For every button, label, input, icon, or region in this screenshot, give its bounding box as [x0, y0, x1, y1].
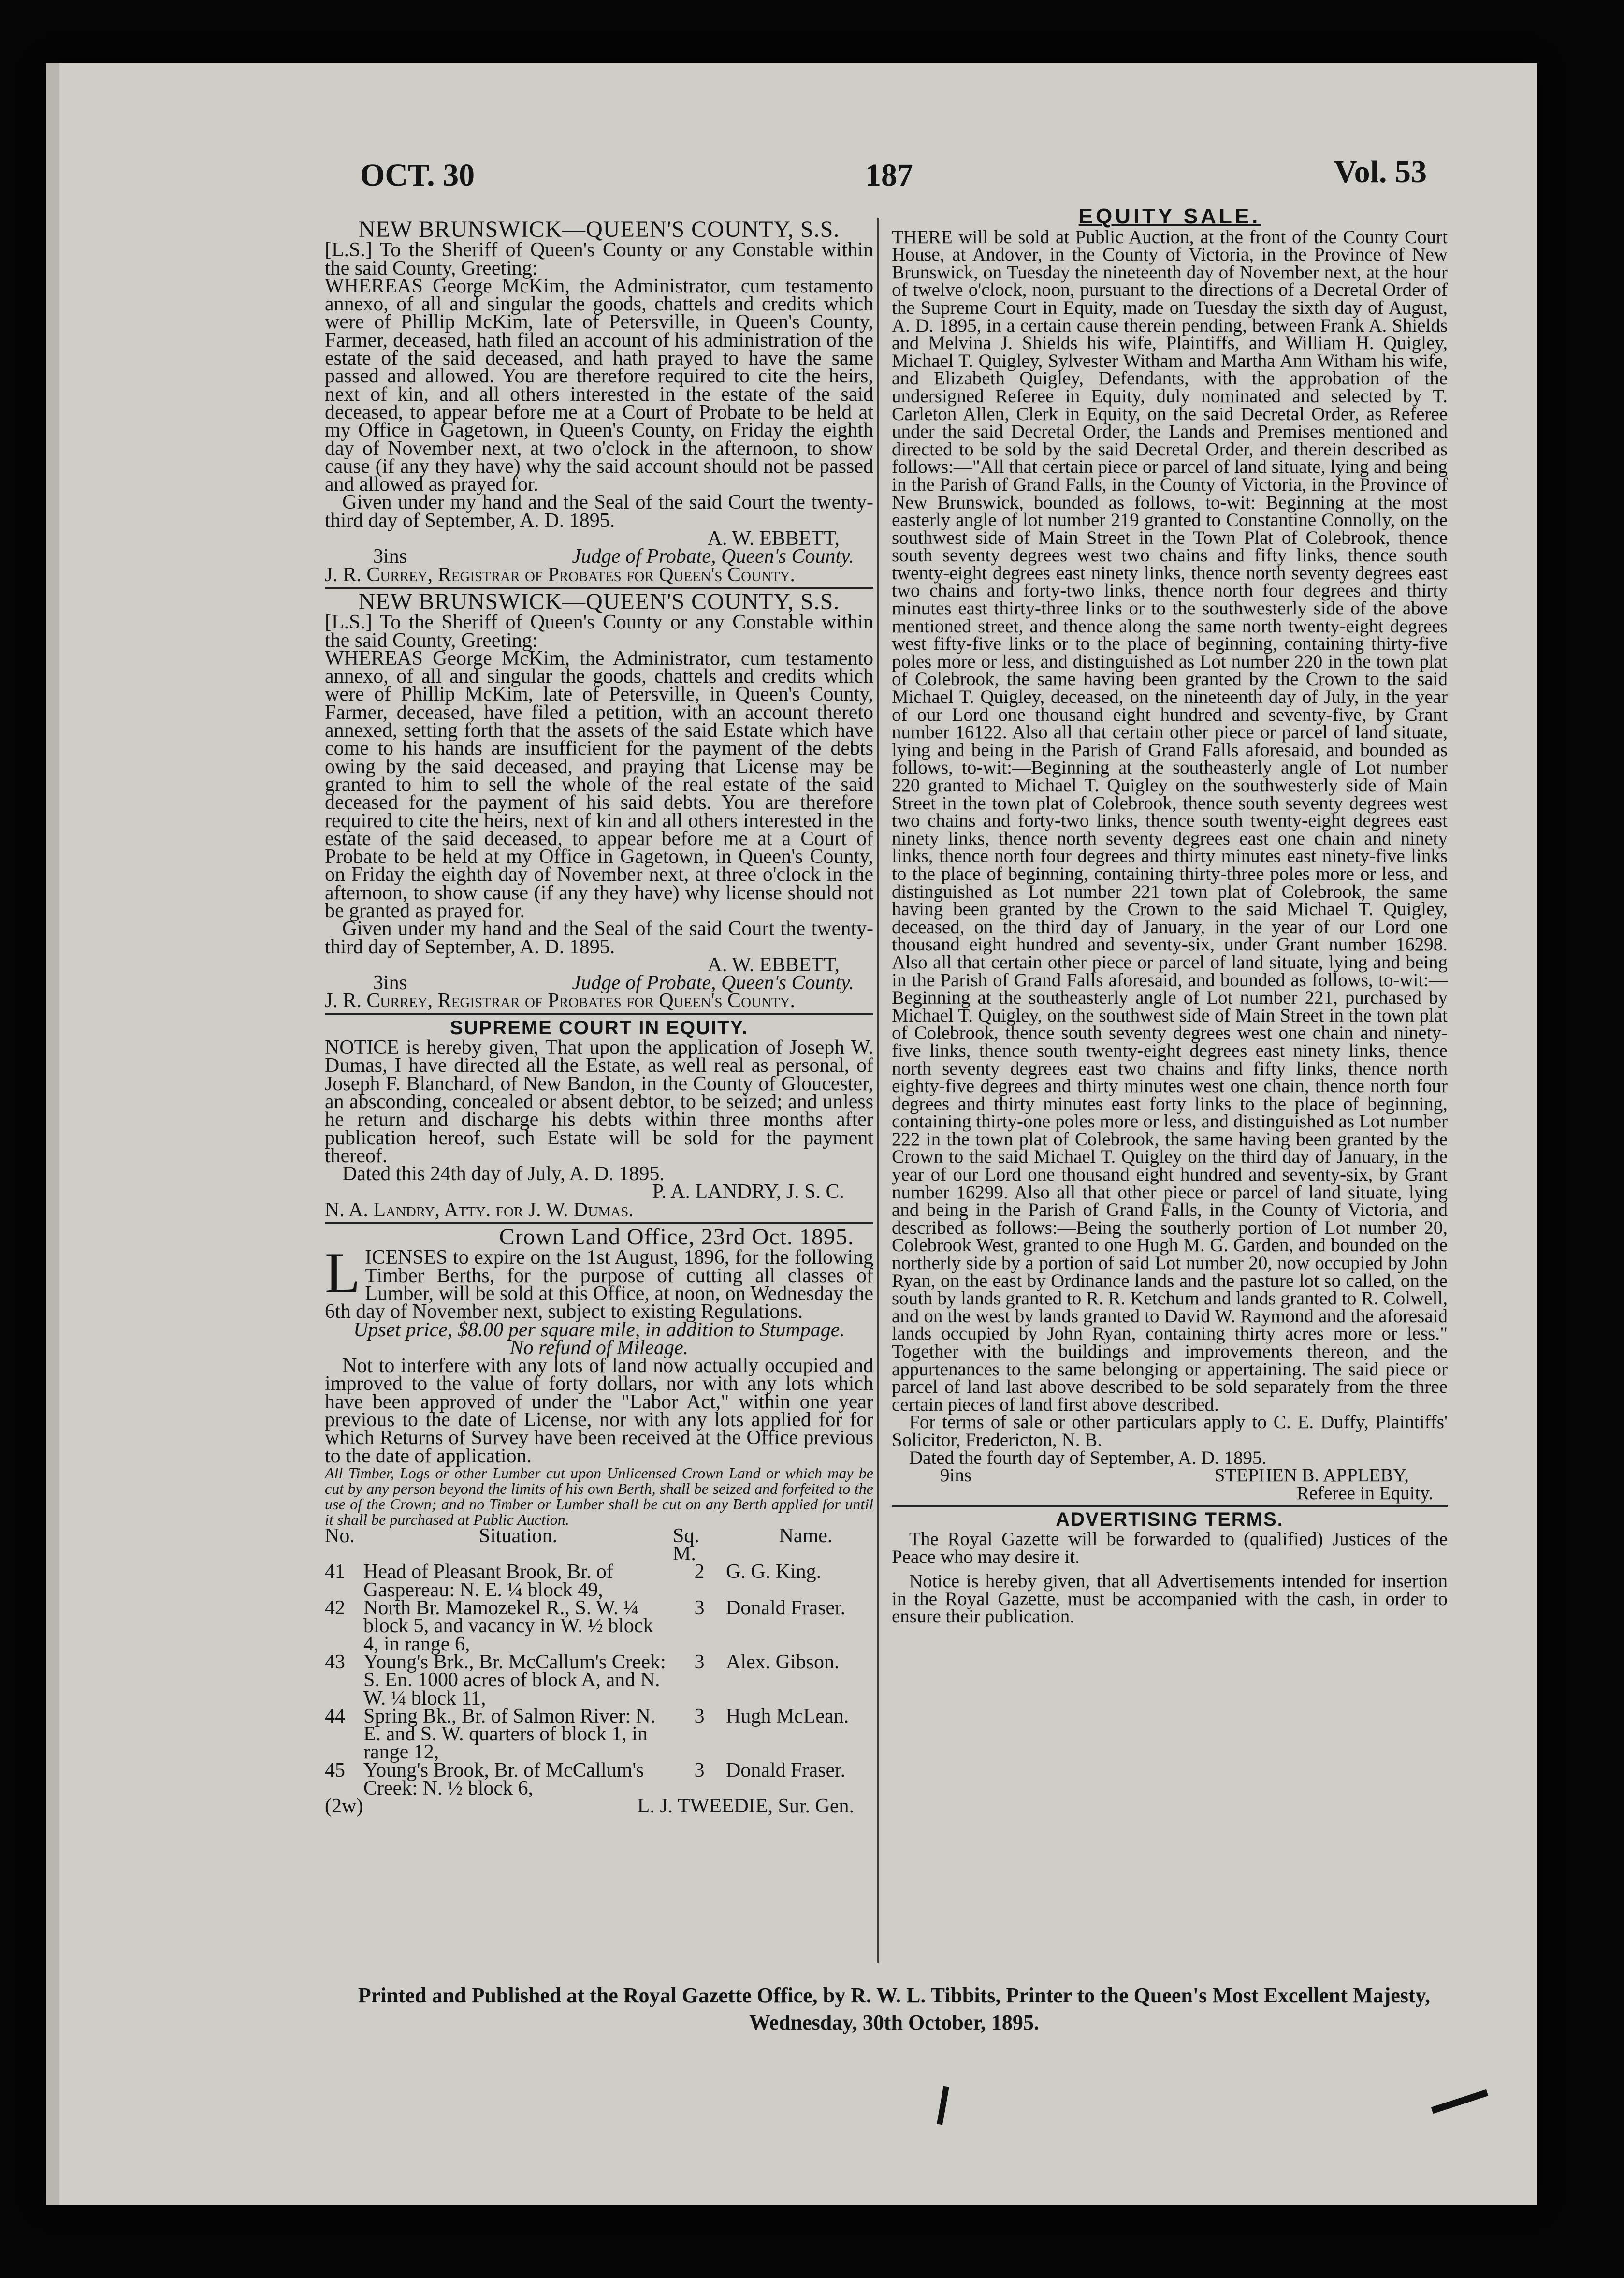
row-no: 43 [325, 1650, 345, 1673]
terms-line: For terms of sale or other particulars apply to C. E. Duffy, Plaintiffs' Solicitor, Fredericton, N. B. [892, 1412, 1448, 1450]
divider [892, 1505, 1448, 1507]
col-name: Name. [779, 1524, 833, 1547]
notice-signer: P. A. LANDRY, J. S. C. [652, 1181, 844, 1203]
notice-body: ICENSES to expire on the 1st August, 1896, for the following Timber Berths, for the purpose of cutting all classes of Lumber, will be sold at this Office, at noon, on Wednesday the 6th day of November next, subject to existing Regulations. [325, 1246, 873, 1323]
notice-signer: A. W. EBBETT, [707, 527, 840, 550]
signer-role: Referee in Equity. [1296, 1482, 1433, 1504]
header-date: OCT. 30 [360, 158, 475, 193]
page-number: 187 [865, 158, 913, 193]
row-name: Donald Fraser. [726, 1597, 846, 1620]
row-situation: Spring Bk., Br. of Salmon River: N. E. and S. W. quarters of block 1, in range 12, [363, 1705, 656, 1764]
upset-price: Upset price, $8.00 per square mile, in addition to Stumpage. [353, 1318, 845, 1341]
table-row [325, 1563, 873, 1599]
page-edge [46, 63, 59, 2205]
advertising-terms [892, 1511, 1448, 1626]
row-situation: North Br. Mamozekel R., S. W. ¼ block 5, and vacancy in W. ½ block 4, in range 6, [363, 1597, 653, 1655]
equity-sale-notice [892, 204, 1448, 1504]
notice-title: NEW BRUNSWICK—QUEEN'S COUNTY, S.S. [358, 217, 840, 242]
ls-line: [L.S.] To the Sheriff of Queen's County or any Constable within the said County, Greeting: [325, 239, 873, 279]
publication-date: Wednesday, 30th October, 1895. [749, 2011, 1039, 2034]
notice-given: Given under my hand and the Seal of the said Court the twenty-third day of September, A. D. 1895. [325, 918, 873, 958]
notice-given: Given under my hand and the Seal of the said Court the twenty-third day of September, A. D. 1895. [325, 491, 873, 532]
row-no: 44 [325, 1705, 345, 1727]
row-sqm: 3 [694, 1597, 705, 1620]
row-no: 41 [325, 1561, 345, 1583]
notice-signer: A. W. EBBETT, [707, 953, 840, 976]
col-sqm: Sq. M. [673, 1524, 699, 1565]
notice-title: NEW BRUNSWICK—QUEEN'S COUNTY, S.S. [358, 588, 840, 614]
crown-land-notice [325, 1224, 873, 1818]
notice-paragraph: Not to interfere with any lots of land now actually occupied and improved to the value of forty dollars, nor with any lots which have been approved of under the "Labor Act," within one year previous to the date of License, nor with any lots applied for for which Returns of Survey have been received at the Office previous to the date of application. [325, 1355, 873, 1467]
ls-line: [L.S.] To the Sheriff of Queen's County or any Constable within the said County, Greeting: [325, 611, 873, 652]
row-situation: Head of Pleasant Brook, Br. of Gaspereau: N. E. ¼ block 49, [363, 1561, 613, 1601]
row-no: 45 [325, 1759, 345, 1782]
divider [325, 1013, 873, 1015]
notice-title: SUPREME COURT IN EQUITY. [450, 1017, 748, 1038]
row-name: Alex. Gibson. [726, 1650, 840, 1673]
row-sqm: 2 [694, 1561, 705, 1583]
page-footer [338, 1982, 1450, 2036]
row-no: 42 [325, 1597, 345, 1620]
attorney-line: N. A. Landry, Atty. for J. W. Dumas. [325, 1198, 634, 1221]
terms-paragraph: The Royal Gazette will be forwarded to (qualified) Justices of the Peace who may desire it. [892, 1528, 1448, 1567]
notice-body: WHEREAS George McKim, the Administrator, cum testamento annexo, of all and singular the goods, chattels and credits which were of Phillip McKim, late of Petersville, in Queen's County, Farmer, deceased, have filed a petition, with an account thereto annexed, setting forth that the assets of the said Estate which have come to his hands are insufficient for the payment of the debts owing by the said deceased, and praying that License may be granted to him to sell the whole of the real estate of the said deceased for the payment of his said debts. You are therefore required to cite the heirs, next of kin and all others interested in the estate of the said deceased, to appear before me at a Court of Probate to be held at my Office in Gagetown, in Queen's County, on Friday the eighth day of November next, at three o'clock in the afternoon, to show cause (if any they have) why license should not be granted as prayed for. [325, 647, 873, 922]
notice-body: THERE will be sold at Public Auction, at the front of the County Court House, at Andover, in the County of Victoria, in the Province of New Brunswick, on Tuesday the nineteenth day of November next, at the hour of twelve o'clock, noon, pursuant to the directions of a Decretal Order of the Supreme Court in Equity, made on Tuesday the sixth day of August, A. D. 1895, in a certain cause therein pending, between Frank A. Shields and Melvina J. Shields his wife, Plaintiffs, and William H. Quigley, Michael T. Quigley, Sylvester Witham and Martha Ann Witham his wife, and Elizabeth Quigley, Defendants, with the approbation of the undersigned Referee in Equity, duly nominated and selected by T. Carleton Allen, Clerk in Equity, on the said Decretal Order, as Referee under the said Decretal Order, the Lands and Premises mentioned and directed to be sold by the said Decretal Order, and therein described as follows:—"All that certain piece or parcel of land situate, lying and being in the Parish of Grand Falls, in the County of Victoria, in the Province of New Brunswick, bounded as follows, to-wit: Beginning at the most easterly angle of lot number 219 granted to Constantine Connolly, on the southwest side of Main Street in the Town Plat of Colebrook, thence south seventy degrees west two chains and fifty links, thence south twenty-eight degrees east ninety links, thence north seventy degrees east two chains and forty-two links, thence north four degrees and thirty minutes east thirty-three links or to the southwesterly side of the above mentioned street, and thence along the same north twenty-eight degrees west fifty-five links or to the place of beginning, containing thirty-five poles more or less, and distinguished as Lot number 220 in the town plat of Colebrook, the same having been granted by the Crown to the said Michael T. Quigley, deceased, on the nineteenth day of July, in the year of our Lord one thousand eight hundred and seventy-five, by Grant number 16122. Also all that certain other piece or parcel of land situate, lying and being in the Parish of Grand Falls aforesaid, and bounded as follows, to-wit:—Beginning at the southeasterly angle of Lot number 220 granted to Michael T. Quigley on the southwesterly side of Main Street in the town plat of Colebrook, thence south seventy degrees west two chains and forty-two links, thence south twenty-eight degrees east ninety links, thence north seventy degrees east one chain and ninety links, thence north four degrees and thirty minutes east ninety-five links to the place of beginning, containing thirty-three poles more or less, and distinguished as Lot number 221 town plat of Colebrook, the same having been granted by the Crown to the said Michael T. Quigley, deceased, on the third day of January, in the year of our Lord one thousand eight hundred and seventy-six, under Grant number 16298. Also all that certain other piece or parcel of land situate, lying and being in the Parish of Grand Falls aforesaid, and bounded as follows, to-wit:—Beginning at the southeasterly angle of Lot number 221, purchased by Michael T. Quigley, on the southwest side of Main Street in the town plat of Colebrook, thence south seventy degrees west one chain and ninety-five links, thence south twenty-eight degrees east ninety links, thence north seventy degrees east two chains and fifty links, thence north eighty-five degrees and thirty minutes west one chain, thence north four degrees and thirty minutes east forty links to the place of beginning, containing thirty-one poles more or less, and distinguished as Lot number 222 in the town plat of Colebrook, the same having been granted by the Crown to the said Michael T. Quigley on the third day of January, in the year of our Lord one thousand eight hundred and seventy-six, by Grant number 16299. Also all that other piece or parcel of land situate, lying and being in the Parish of Grand Falls, in the County of Victoria, and described as follows:—Being the southerly portion of Lot number 20, Colebrook West, granted to one Hugh M. G. Garden, and bounded on the northerly side by a portion of said Lot number 20, now occupied by John Ryan, on the east by Ordinance lands and the pasture lot so called, on the south by lands granted to R. R. Ketchum and lands granted to R. Colwell, and on the west by lands granted to David W. Raymond and the aforesaid lands occupied by John Ryan, containing thirty acres more or less." Together with the buildings and improvements thereon, and the appurtenances to the same belonging or appertaining. The said piece or parcel of land last above described to be sold separately from the three certain pieces of land first above described. [892, 226, 1448, 1415]
row-sqm: 3 [694, 1705, 705, 1727]
signer-role: Judge of Probate, Queen's County. [572, 545, 854, 568]
terms-paragraph: Notice is hereby given, that all Advertisements intended for insertion in the Royal Gazette, must be accompanied with the cash, in order to ensure their publication. [892, 1571, 1448, 1627]
equity-court-notice [325, 1019, 873, 1219]
section-title: ADVERTISING TERMS. [1056, 1509, 1284, 1531]
col-no: No. [325, 1524, 355, 1547]
insertion-count: 9ins [940, 1465, 972, 1486]
probate-notice-2 [325, 588, 873, 1012]
row-situation: Young's Brook, Br. of McCallum's Creek: N. ½ block 6, [363, 1759, 644, 1800]
drop-cap: L [325, 1241, 361, 1305]
notice-body: NOTICE is hereby given, That upon the application of Joseph W. Dumas, I have directed all the Estate, as well real as personal, of Joseph F. Blanchard, of New Bandon, in the County of Gloucester, an absconding, concealed or absent debtor, to be seized; and unless he return and discharge his debts within three months after publication hereof, such Estate will be sold for the payment thereof. [325, 1037, 873, 1167]
probate-notice-1 [325, 217, 873, 586]
col-situation: Situation. [478, 1524, 558, 1547]
row-name: Donald Fraser. [726, 1759, 846, 1782]
notice-title: EQUITY SALE. [1078, 204, 1261, 228]
row-name: G. G. King. [726, 1561, 822, 1583]
small-print: All Timber, Logs or other Lumber cut upon Unlicensed Crown Land or which may be cut by any person beyond the limits of his own Berth, shall be seized and forfeited to the use of the Crown; and no Timber or Lumber shall be cut on any Berth applied for until it shall be purchased at Public Auction. [325, 1464, 873, 1528]
notice-signer: L. J. TWEEDIE, Sur. Gen. [637, 1795, 854, 1818]
licenses-table-header [325, 1524, 873, 1565]
left-column [325, 217, 873, 1816]
notice-title: Crown Land Office, 23rd Oct. 1895. [499, 1224, 854, 1250]
notice-dated: Dated the fourth day of September, A. D. 1895. [909, 1447, 1267, 1468]
table-row [325, 1650, 873, 1709]
volume-number: Vol. 53 [1334, 154, 1427, 190]
table-row [325, 1705, 873, 1764]
insertion-count: 3ins [373, 545, 407, 568]
row-sqm: 3 [694, 1650, 705, 1673]
notice-body: WHEREAS George McKim, the Administrator, cum testamento annexo, of all and singular the goods, chattels and credits which were of Phillip McKim, late of Petersville, in Queen's County, Farmer, deceased, hath filed an account of his administration of the estate of the said deceased, and hath prayed to have the same passed and allowed. You are therefore required to cite the heirs, next of kin, and all others interested in the estate of the said deceased, to appear before me at a Court of Probate to be held at my Office in Gagetown, in Queen's County, on Friday the eighth day of November next, at two o'clock in the afternoon, to show cause (if any they have) why the said account should not be passed and allowed as prayed for. [325, 275, 873, 496]
table-row [325, 1759, 873, 1800]
notice-signer: STEPHEN B. APPLEBY, [1214, 1465, 1409, 1486]
right-column [892, 204, 1448, 1627]
row-situation: Young's Brk., Br. McCallum's Creek: S. En. 1000 acres of block A, and N. W. ¼ block 11, [363, 1650, 666, 1709]
registrar-line: J. R. Currey, Registrar of Probates for Queen's County. [325, 990, 796, 1012]
table-row [325, 1599, 873, 1653]
insertion-count: (2w) [325, 1795, 363, 1818]
no-refund: No refund of Mileage. [509, 1336, 689, 1359]
row-name: Hugh McLean. [726, 1705, 849, 1727]
notice-dated: Dated this 24th day of July, A. D. 1895. [342, 1163, 665, 1185]
printer-line: Printed and Published at the Royal Gazette Office, by R. W. L. Tibbits, Printer to the Queen's Most Excellent Majesty, [358, 1984, 1431, 2007]
registrar-line: J. R. Currey, Registrar of Probates for Queen's County. [325, 563, 796, 586]
insertion-count: 3ins [373, 972, 407, 994]
row-sqm: 3 [694, 1759, 705, 1782]
signer-role: Judge of Probate, Queen's County. [572, 972, 854, 994]
